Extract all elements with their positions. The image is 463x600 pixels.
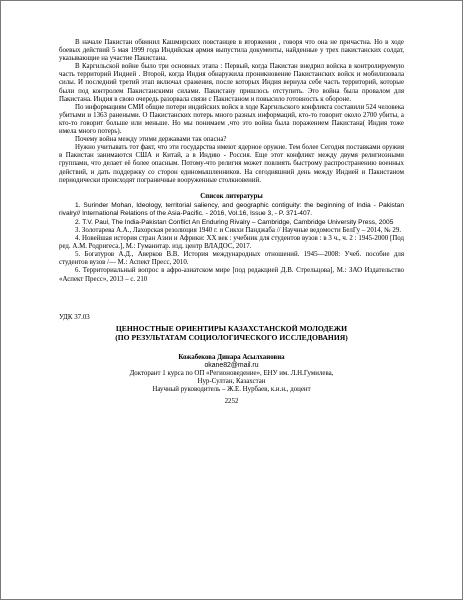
body-paragraph: По информациям СМИ общие потери индийских войск в ходе Каргильского конфликта составили 524 человека убитыми и 1363 ранеными. О Пакистанских потерь много разных информаций, кто-то говорит около 2700 убиты, а кто-то говорит больше или меньше. Но мы понимаем ,что это война была поражением Пакистана( Индия тоже имела много потерь). [59,103,404,136]
page-number: 2252 [224,398,239,406]
author-city: Нур-Султан, Казахстан [197,378,266,386]
body-paragraph: В начале Пакистан обвинил Кашмирских повстанцев в вторжении , говоря что она не причастна. Но в ходе боевых действий 5 мая 1999 года Индийская армия выпустила документы, найденные у трех пакистанских солдат, указывающие на участие Пакистана. [59,39,404,63]
author-affiliation: Докторант 1 курса по ОП «Регионоведение», ЕНУ им. Л.Н.Гумилева, [129,369,334,377]
reference-item: 6. Территориальный вопрос в афро-азиатском мире [под редакцией Д.В. Стрельцова], М.: ЗАО Издательство «Аспект Пресс», 2013 – с. 210 [59,267,404,283]
reference-item: 4. Новейшая история стран Азии и Африки: XX век : учебник для студентов вузов : в 3 ч., ч. 2 : 1945-2000 [Под ред. А.М. Родригеса.], М.: Гуманитар. изд. центр ВЛАДОС, 2017. [59,235,404,251]
author-name: Кожабекова Динара Асылхановна [178,353,285,361]
body-paragraph: Нужно учитывать тот факт, что эти государства имеют ядерное оружие. Тем более Сегодня поставками оружия в Пакистан занимаются США и Китай, а в Индию - Россия. Еще этот конфликт между двумя религиозными группами, что делает её более опасным. Потому-что религия может повлиять быстрому распространению военных действий, и дать поддержку со сторон единомышленников. На сегодняшний день между Индией и Пакистаном периодически происходят пограничные вооруженные столкновений. [59,144,404,184]
supervisor: Научный руководитель – Ж.Е. Нурбаев, к.и.н., доцент [152,386,311,394]
author-email: okane82@mail.ru [204,361,259,369]
article-title [59,324,404,342]
reference-item: 2. T.V. Paul, The India-Pakistan Conflict An Enduring Rivalry – Cambridge, Cambridge University Press, 2005 [75,218,394,226]
article-title-line1: ЦЕННОСТНЫЕ ОРИЕНТИРЫ КАЗАХСТАНСКОЙ МОЛОДЕЖИ [115,323,348,333]
body-paragraph: В Каргильской войне было три основных этапа : Первый, когда Пакистан внедрил войска в контролируемую часть территорий Индией . Второй, когда Индия обнаружила проникновение Пакистанских войск и мобилизовала силы. И последний третий этап включал сражения, после которых Индия вернула себе часть территорий, которые были под контролем Пакистанскими силами. Пакистану пришлось отступить. Это война была провалом для Пакистана. Индия в свою очередь разорвала связи с Пакистаном и повысило готовность к обороне. [59,63,404,103]
body-paragraph: Почему война между этими державами так опасна? [75,136,227,144]
reference-item: 1. Surinder Mohan, Ideology, territorial saliency, and geographic contiguity: the beginning of India - Pakistan rivalry// International Relations of the Asia-Pacific. - 2016, Vol.16, Issue 3, - P. 371-407. [59,201,404,218]
reference-item: 3. Золотарева А.А., Лахорская резолюция 1940 г. и Сикхи Панджаба // Научные ведомости БелГу – 2014, № 29. [75,227,402,234]
page-content [59,39,404,406]
reference-item: 5. Богатуров А.Д., Аверков В.В. История международных отношений. 1945—2008: Учеб. пособие для студентов вузов /— М.: Аспект Пресс, 2010. [59,251,404,267]
udk-code: УДК 37.03 [59,313,90,321]
article-title-line2: (ПО РЕЗУЛЬТАТАМ СОЦИОЛОГИЧЕСКОГО ИССЛЕДОВАНИЯ) [115,332,348,342]
references-title: Список литературы [200,192,263,200]
